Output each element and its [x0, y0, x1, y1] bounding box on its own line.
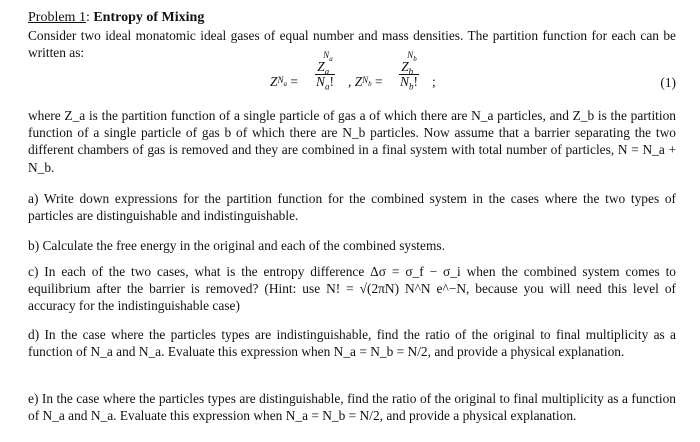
intro-paragraph: Consider two ideal monatomic ideal gases of equal number and mass densities. The partition function for each can be written as: — [28, 28, 676, 61]
question-a: a) Write down expressions for the partition function for the combined system in the cases where the two types of particles are distinguishable and indistinguishable. — [28, 191, 676, 224]
question-b: b) Calculate the free energy in the original and each of the combined systems. — [28, 238, 445, 253]
eq-fraction-b: $Z_b^{N_b}$ $N_b$! — [400, 49, 418, 92]
eq-fraction-a: $Z_a^{N_a}$ $N_a$! — [316, 49, 334, 92]
problem-name: Entropy of Mixing — [93, 10, 205, 25]
eq-semicolon: ; — [432, 74, 436, 90]
equation-1 — [270, 49, 676, 104]
problem-number: Problem 1 — [28, 10, 86, 25]
question-d: d) In the case where the particles types are indistinguishable, find the ratio of the original to final multiplicity as a function of N_a and N_a. Evaluate this expression when N_a = N_b = N/2, and provide a physical explanation. — [28, 327, 676, 360]
question-c: c) In each of the two cases, what is the entropy difference Δσ = σ_f − σ_i when the combined system comes to equilibrium after the barrier is removed? (Hint: use N! = √(2πN) N^N e^−N, because you will need this level of accuracy for the indistinguishable case) — [28, 264, 676, 314]
eq-separator: , Z $N_b$ = — [348, 74, 383, 90]
equation-number: (1) — [660, 75, 676, 90]
eq-z-na-lhs: Z $N_a$ = — [270, 74, 298, 90]
problem-colon: : — [85, 10, 90, 25]
where-paragraph: where Z_a is the partition function of a single particle of gas a of which there are N_a particles, and Z_b is the partition function of a single particle of gas b of which there are N_b particles. Now assume that a barrier separating the two different chambers of gas is removed and they are combined in a final system with total number of particles, N = N_a + N_b. — [28, 108, 676, 175]
question-e: e) In the case where the particles types are distinguishable, find the ratio of the original to final multiplicity as a function of N_a and N_a. Evaluate this expression when N_a = N_b = N/2, and provide a physical explanation. — [28, 391, 676, 424]
problem-title — [28, 9, 204, 26]
